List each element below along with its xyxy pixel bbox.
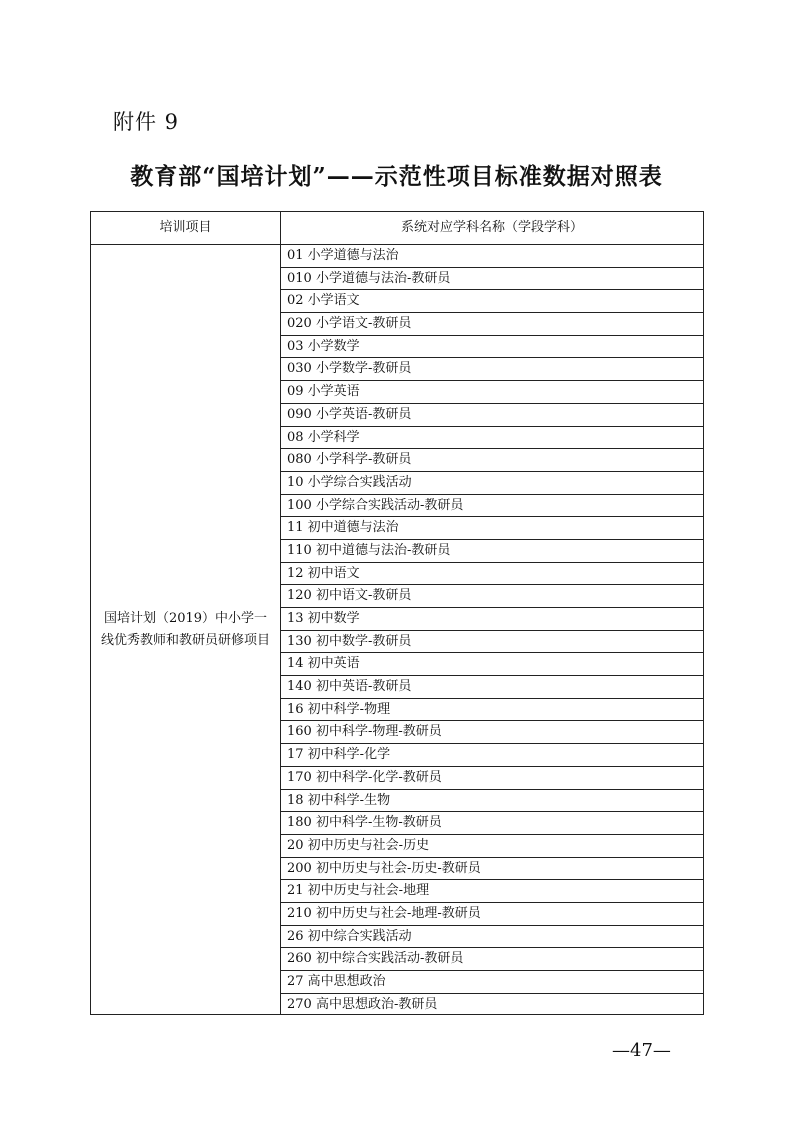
attachment-label: 附件 9 bbox=[113, 110, 180, 134]
table-row: 210 初中历史与社会-地理-教研员 bbox=[281, 903, 703, 926]
subject-list bbox=[281, 245, 703, 1014]
table-row: 09 小学英语 bbox=[281, 381, 703, 404]
table-row: 110 初中道德与法治-教研员 bbox=[281, 540, 703, 563]
table-row: 18 初中科学-生物 bbox=[281, 790, 703, 813]
table-row: 010 小学道德与法治-教研员 bbox=[281, 268, 703, 291]
table-row: 120 初中语文-教研员 bbox=[281, 585, 703, 608]
header-training-program: 培训项目 bbox=[91, 212, 281, 244]
table-row: 14 初中英语 bbox=[281, 653, 703, 676]
table-row: 080 小学科学-教研员 bbox=[281, 449, 703, 472]
document-title: 教育部“国培计划”——示范性项目标准数据对照表 bbox=[130, 163, 663, 190]
table-row: 130 初中数学-教研员 bbox=[281, 631, 703, 654]
table-row: 030 小学数学-教研员 bbox=[281, 358, 703, 381]
program-name: 国培计划（2019）中小学一线优秀教师和教研员研修项目 bbox=[100, 610, 270, 648]
table-row: 01 小学道德与法治 bbox=[281, 245, 703, 268]
header-subject-name: 系统对应学科名称（学段学科） bbox=[400, 220, 583, 235]
table-row: 260 初中综合实践活动-教研员 bbox=[281, 948, 703, 971]
table-row: 160 初中科学-物理-教研员 bbox=[281, 721, 703, 744]
table-row: 10 小学综合实践活动 bbox=[281, 472, 703, 495]
table-row: 17 初中科学-化学 bbox=[281, 744, 703, 767]
table-row: 13 初中数学 bbox=[281, 608, 703, 631]
table-row: 02 小学语文 bbox=[281, 290, 703, 313]
table-row: 12 初中语文 bbox=[281, 563, 703, 586]
table-row: 100 小学综合实践活动-教研员 bbox=[281, 495, 703, 518]
table-row: 03 小学数学 bbox=[281, 336, 703, 359]
table-row: 11 初中道德与法治 bbox=[281, 517, 703, 540]
page-number: —47— bbox=[612, 1040, 671, 1061]
table-row: 08 小学科学 bbox=[281, 427, 703, 450]
standard-data-table bbox=[90, 211, 704, 1015]
table-row: 20 初中历史与社会-历史 bbox=[281, 835, 703, 858]
table-row: 020 小学语文-教研员 bbox=[281, 313, 703, 336]
table-row: 26 初中综合实践活动 bbox=[281, 926, 703, 949]
table-row: 140 初中英语-教研员 bbox=[281, 676, 703, 699]
table-row: 200 初中历史与社会-历史-教研员 bbox=[281, 858, 703, 881]
table-row: 180 初中科学-生物-教研员 bbox=[281, 812, 703, 835]
table-row: 27 高中思想政治 bbox=[281, 971, 703, 994]
table-row: 270 高中思想政治-教研员 bbox=[287, 996, 438, 1012]
table-row: 090 小学英语-教研员 bbox=[281, 404, 703, 427]
table-row: 16 初中科学-物理 bbox=[281, 699, 703, 722]
program-cell bbox=[91, 245, 281, 1014]
table-header bbox=[91, 212, 703, 245]
table-row: 21 初中历史与社会-地理 bbox=[281, 880, 703, 903]
table-row: 170 初中科学-化学-教研员 bbox=[281, 767, 703, 790]
